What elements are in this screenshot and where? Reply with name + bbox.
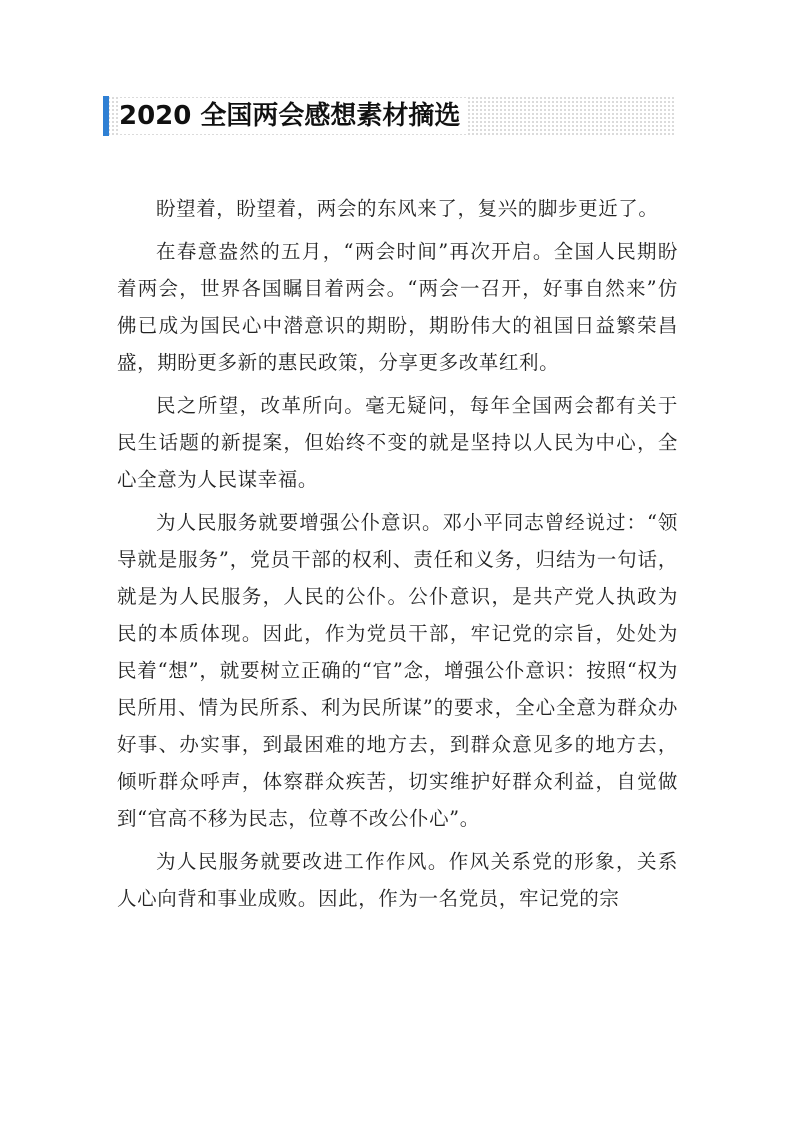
paragraph-5: 为人民服务就要改进工作作风。作风关系党的形象，关系人心向背和事业成败。因此，作为一名党员，牢记党的宗	[117, 850, 678, 910]
page-title: 2020 全国两会感想素材摘选	[119, 98, 466, 134]
paragraph-1: 盼望着，盼望着，两会的东风来了，复兴的脚步更近了。	[156, 197, 659, 220]
title-accent-bar	[103, 96, 109, 136]
paragraph-2: 在春意盎然的五月，“两会时间”再次开启。全国人民期盼着两会，世界各国瞩目着两会。“两会一召开，好事自然来”仿佛已成为国民心中潜意识的期盼，期盼伟大的祖国日益繁荣昌盛，期盼更多新的惠民政策，分享更多改革红利。	[117, 240, 678, 374]
paragraph-3: 民之所望，改革所向。毫无疑问，每年全国两会都有关于民生话题的新提案，但始终不变的就是坚持以人民为中心，全心全意为人民谋幸福。	[117, 394, 678, 491]
article-body	[117, 190, 678, 923]
paragraph-4: 为人民服务就要增强公仆意识。邓小平同志曾经说过：“领导就是服务”，党员干部的权利、责任和义务，归结为一句话，就是为人民服务，人民的公仆。公仆意识，是共产党人执政为民的本质体现。因此，作为党员干部，牢记党的宗旨，处处为民着“想”，就要树立正确的“官”念，增强公仆意识：按照“权为民所用、情为民所系、利为民所谋”的要求，全心全意为群众办好事、办实事，到最困难的地方去，到群众意见多的地方去，倾听群众呼声，体察群众疾苦，切实维护好群众利益，自觉做到“官高不移为民志，位尊不改公仆心”。	[117, 511, 678, 830]
title-banner	[103, 96, 676, 136]
